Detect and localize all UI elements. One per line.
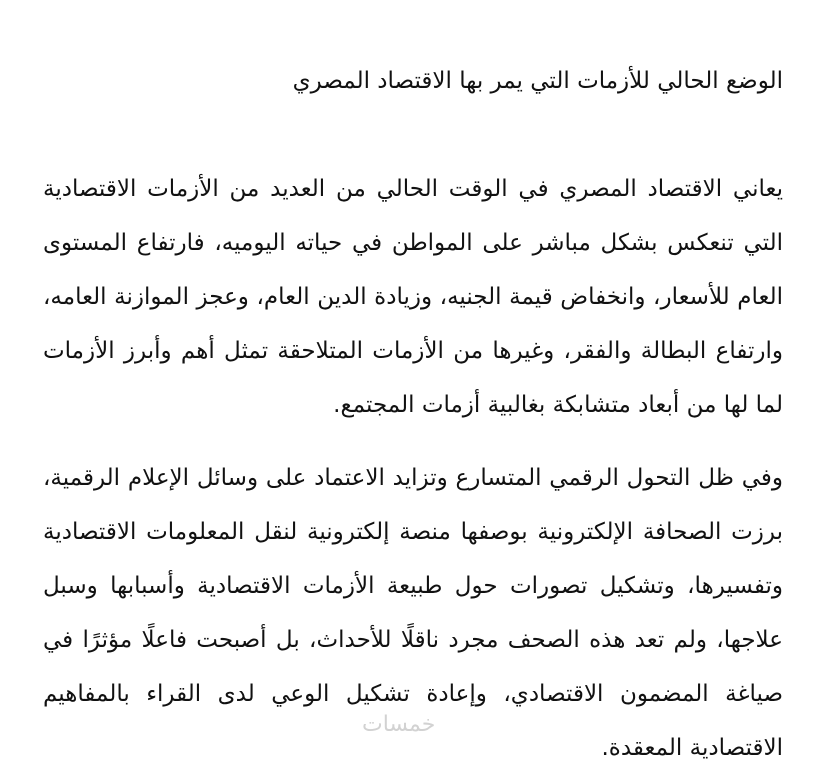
paragraph-crisis-overview: يعاني الاقتصاد المصري في الوقت الحالي من العديد من الأزمات الاقتصادية التي تنعكس بشكل مباشر على المواطن في حياته اليوميه، فارتفاع المستوى العام للأسعار، وانخفاض قيمة الجنيه، وزيادة الدين العام، وعجز الموازنة العامه، وارتفاع البطالة والفقر، وغيرها من الأزمات المتلاحقة تمثل أهم وأبرز الأزمات لما لها من أبعاد متشابكة بغالبية أزمات المجتمع. (43, 176, 783, 418)
watermark-logo: خمسات (362, 712, 436, 737)
document-title: الوضع الحالي للأزمات التي يمر بها الاقتصاد المصري (292, 68, 783, 94)
paragraph-digital-press: وفي ظل التحول الرقمي المتسارع وتزايد الاعتماد على وسائل الإعلام الرقمية، برزت الصحافة الإلكترونية بوصفها منصة إلكترونية لنقل المعلومات الاقتصادية وتفسيرها، وتشكيل تصورات حول طبيعة الأزمات الاقتصادية وأسبابها وسبل علاجها، ولم تعد هذه الصحف مجرد ناقلًا للأحداث، بل أصبحت فاعلًا مؤثرًا في صياغة المضمون الاقتصادي، وإعادة تشكيل الوعي لدى القراء بالمفاهيم الاقتصادية المعقدة. (43, 465, 783, 761)
